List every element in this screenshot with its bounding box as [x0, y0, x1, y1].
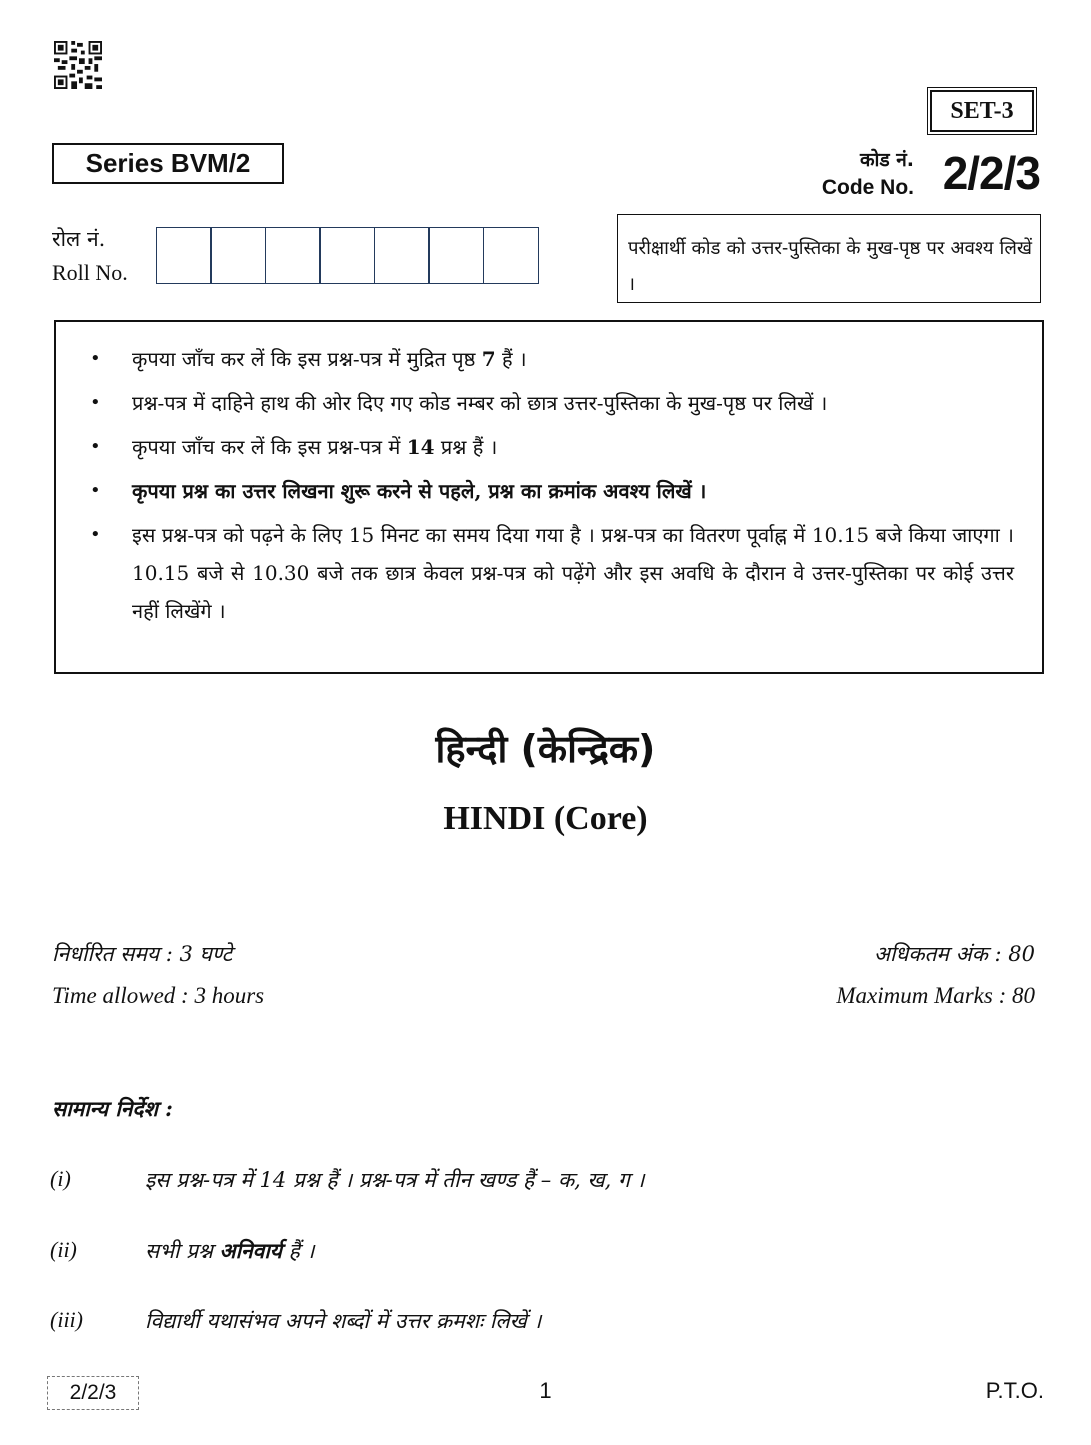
bullet: •: [90, 524, 101, 545]
roll-box[interactable]: [483, 227, 539, 284]
code-number: 2/2/3: [942, 147, 1040, 199]
instruction-number: (ii): [50, 1237, 77, 1262]
roll-box[interactable]: [265, 227, 321, 284]
instructions-box: [54, 320, 1044, 674]
instruction-number: (iii): [50, 1307, 83, 1332]
roll-box[interactable]: [156, 227, 212, 284]
instruction-number: (i): [50, 1166, 71, 1191]
general-instruction-text: विद्यार्थी यथासंभव अपने शब्दों में उत्तर क्रमशः लिखें ।: [145, 1309, 542, 1333]
roll-box[interactable]: [428, 227, 484, 284]
roll-label-hindi: रोल नं.: [52, 227, 106, 251]
roll-box[interactable]: [210, 227, 266, 284]
bullet: •: [90, 436, 101, 457]
time-allowed-english: Time allowed : 3 hours: [52, 983, 265, 1008]
page-number: 1: [539, 1378, 552, 1403]
instruction-item: • कृपया प्रश्न का उत्तर लिखना शुरू करने से पहले, प्रश्न का क्रमांक अवश्य लिखें ।: [132, 472, 1014, 510]
roll-label-english: Roll No.: [52, 260, 128, 285]
instruction-item: • प्रश्न-पत्र में दाहिने हाथ की ओर दिए गए कोड नम्बर को छात्र उत्तर-पुस्तिका के मुख-पृष्ठ पर लिखें ।: [132, 384, 1014, 422]
roll-box[interactable]: [319, 227, 375, 284]
general-instructions-heading: सामान्य निर्देश :: [52, 1096, 173, 1121]
set-label: SET-3: [930, 90, 1034, 132]
bullet: •: [90, 348, 101, 369]
instruction-item: • कृपया जाँच कर लें कि इस प्रश्न-पत्र में 14 प्रश्न हैं ।: [132, 428, 1014, 466]
subject-title-hindi: हिन्दी (केन्द्रिक): [435, 727, 656, 771]
code-label-hindi: कोड नं.: [859, 149, 914, 171]
candidate-code-note: परीक्षार्थी कोड को उत्तर-पुस्तिका के मुख-पृष्ठ पर अवश्य लिखें ।: [617, 214, 1041, 303]
qr-code-icon: [54, 41, 102, 89]
general-instruction-text: इस प्रश्न-पत्र में 14 प्रश्न हैं । प्रश्न-पत्र में तीन खण्ड हैं – क, ख, ग ।: [145, 1168, 645, 1192]
subject-title-english: HINDI (Core): [443, 800, 648, 837]
roll-number-boxes: [157, 227, 539, 284]
pto-label: P.T.O.: [985, 1378, 1044, 1403]
series-label: Series BVM/2: [52, 143, 284, 184]
general-instruction-text: सभी प्रश्न अनिवार्य हैं ।: [145, 1238, 315, 1263]
time-allowed-hindi: निर्धारित समय : 3 घण्टे: [52, 942, 233, 966]
roll-box[interactable]: [374, 227, 430, 284]
bullet: •: [90, 392, 101, 413]
max-marks-hindi: अधिकतम अंक : 80: [873, 942, 1035, 966]
code-label-english: Code No.: [821, 176, 914, 199]
instruction-item: • कृपया जाँच कर लें कि इस प्रश्न-पत्र में मुद्रित पृष्ठ 7 हैं ।: [132, 340, 1014, 378]
instruction-item: • इस प्रश्न-पत्र को पढ़ने के लिए 15 मिनट का समय दिया गया है । प्रश्न-पत्र का वितरण पूर्वाह्न में 10.15 बजे किया जाएगा । 10.15 बजे से 10.30 बजे तक छात्र केवल प्रश्न-पत्र को पढ़ेंगे और इस अवधि के दौरान वे उत्तर-पुस्तिका पर कोई उत्तर नहीं लिखेंगे ।: [132, 516, 1014, 630]
bullet: •: [90, 480, 101, 501]
max-marks-english: Maximum Marks : 80: [836, 983, 1035, 1008]
footer-code: 2/2/3: [47, 1376, 139, 1410]
